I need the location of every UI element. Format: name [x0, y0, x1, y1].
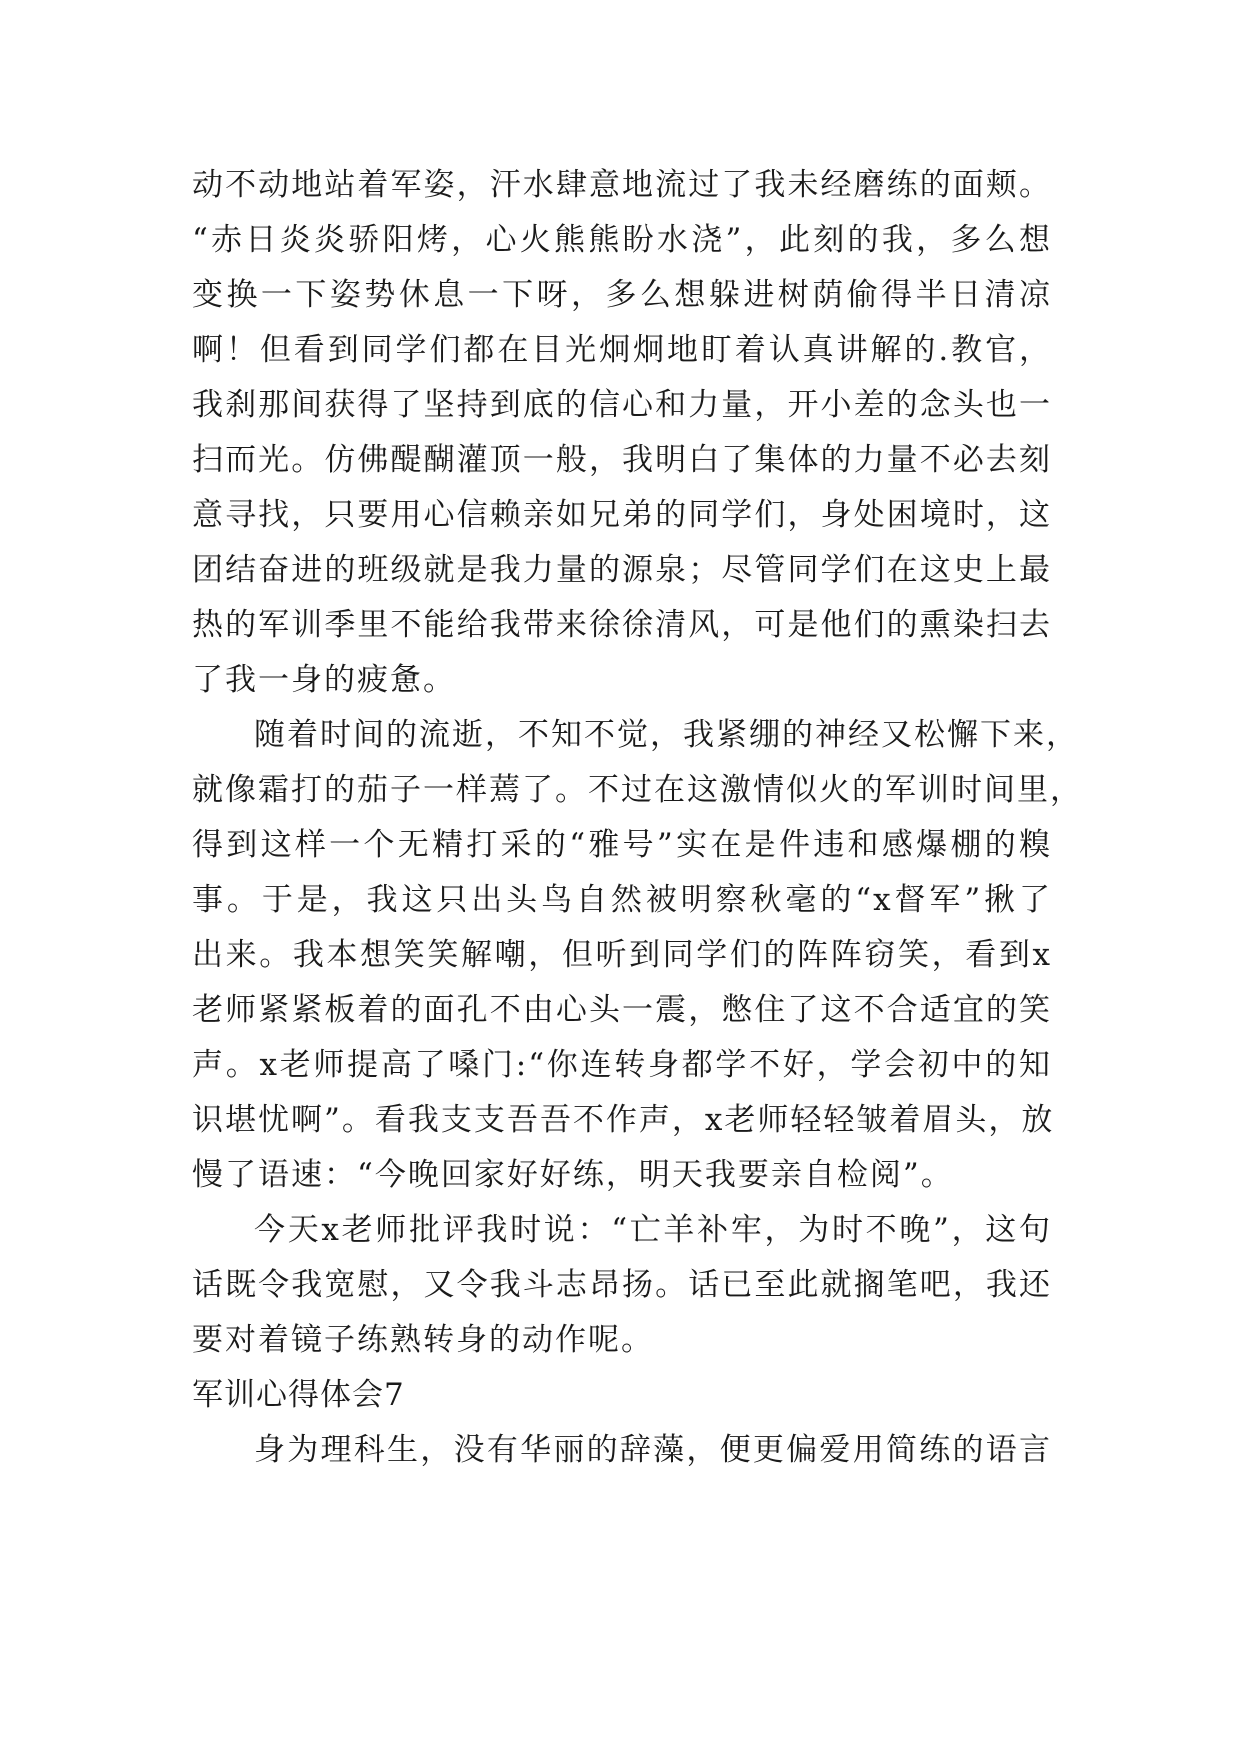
text-line: 要对着镜子练熟转身的动作呢。 [192, 1322, 654, 1358]
text-line: 变换一下姿势休息一下呀，多么想躲进树荫偷得半日清凉 [192, 277, 1052, 313]
text-line: 了我一身的疲惫。 [192, 662, 456, 698]
section-heading: 军训心得体会7 [192, 1377, 405, 1413]
text-line: 我刹那间获得了坚持到底的信心和力量，开小差的念头也一 [192, 387, 1052, 423]
text-line: 声。x老师提高了嗓门:“你连转身都学不好，学会初中的知 [192, 1047, 1052, 1083]
text-line: 动不动地站着军姿，汗水肆意地流过了我未经磨练的面颊。 [192, 167, 1052, 203]
text-line: 啊！但看到同学们都在目光炯炯地盯着认真讲解的.教官， [192, 332, 1052, 368]
text-line: 出来。我本想笑笑解嘲，但听到同学们的阵阵窃笑，看到x [192, 937, 1052, 973]
paragraph-first-line: 今天x老师批评我时说：“亡羊补牢，为时不晚”，这句 [254, 1212, 1052, 1248]
text-line: 扫而光。仿佛醍醐灌顶一般，我明白了集体的力量不必去刻 [192, 442, 1052, 478]
paragraph-first-line: 身为理科生，没有华丽的辞藻，便更偏爱用简练的语言 [254, 1432, 1052, 1468]
text-line: 话既令我宽慰，又令我斗志昂扬。话已至此就搁笔吧，我还 [192, 1267, 1052, 1303]
text-line: 热的军训季里不能给我带来徐徐清风，可是他们的熏染扫去 [192, 607, 1052, 643]
text-line: 事。于是，我这只出头鸟自然被明察秋毫的“x督军”揪了 [192, 882, 1052, 918]
text-line: 团结奋进的班级就是我力量的源泉；尽管同学们在这史上最 [192, 552, 1052, 588]
text-line: 得到这样一个无精打采的“雅号”实在是件违和感爆棚的糗 [192, 827, 1052, 863]
text-line: “赤日炎炎骄阳烤，心火熊熊盼水浇”，此刻的我，多么想 [192, 222, 1052, 258]
text-line: 老师紧紧板着的面孔不由心头一震，憋住了这不合适宜的笑 [192, 992, 1052, 1028]
text-line: 意寻找，只要用心信赖亲如兄弟的同学们，身处困境时，这 [192, 497, 1052, 533]
text-line: 识堪忧啊”。看我支支吾吾不作声，x老师轻轻皱着眉头，放 [192, 1102, 1055, 1138]
text-line: 慢了语速：“今晚回家好好练，明天我要亲自检阅”。 [192, 1157, 954, 1193]
text-line: 就像霜打的茄子一样蔫了。不过在这激情似火的军训时间里， [192, 772, 1083, 808]
paragraph-first-line: 随着时间的流逝，不知不觉，我紧绷的神经又松懈下来， [254, 717, 1079, 753]
document-body [192, 158, 1083, 1478]
